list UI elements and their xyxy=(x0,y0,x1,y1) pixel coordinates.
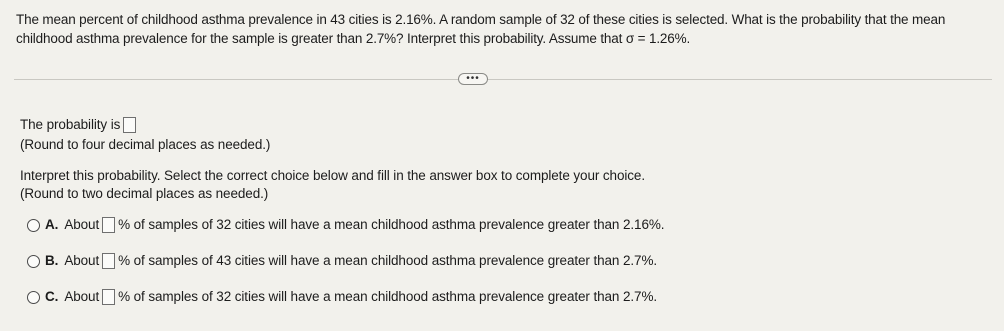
option-a[interactable] xyxy=(27,216,664,234)
option-b-text: % of samples of 43 cities will have a mean childhood asthma prevalence greater than 2.7%. xyxy=(118,253,657,268)
divider xyxy=(14,79,992,80)
option-a-radio[interactable] xyxy=(27,219,40,232)
option-b[interactable] xyxy=(27,252,657,270)
option-c-pre: About xyxy=(64,289,100,304)
interpret-rounding-note: (Round to two decimal places as needed.) xyxy=(20,186,269,201)
expand-button[interactable]: ••• xyxy=(458,73,488,85)
option-a-pre: About xyxy=(64,217,100,232)
option-c-text: % of samples of 32 cities will have a mean childhood asthma prevalence greater than 2.7%. xyxy=(118,289,657,304)
question-text: The mean percent of childhood asthma prevalence in 43 cities is 2.16%. A random sample of 32 of these cities is selected. What is the probability that the mean childhood asthma prevalence for the sample is greater than 2.7%? Interpret this probability. Assume that σ = 1.26%. xyxy=(16,12,946,46)
option-b-letter: B. xyxy=(45,253,59,268)
option-a-text: % of samples of 32 cities will have a mean childhood asthma prevalence greater than 2.16%. xyxy=(118,217,665,232)
option-c[interactable] xyxy=(27,288,657,306)
option-c-letter: C. xyxy=(45,289,59,304)
probability-row xyxy=(20,116,139,134)
interpret-prompt: Interpret this probability. Select the correct choice below and fill in the answer box to complete your choice. xyxy=(20,168,645,183)
probability-rounding-note: (Round to four decimal places as needed.) xyxy=(20,137,271,152)
option-b-radio[interactable] xyxy=(27,255,40,268)
option-c-radio[interactable] xyxy=(27,291,40,304)
option-b-answer-box[interactable] xyxy=(102,253,115,269)
option-a-letter: A. xyxy=(45,217,59,232)
probability-answer-box[interactable] xyxy=(123,117,136,133)
option-a-answer-box[interactable] xyxy=(102,217,115,233)
option-c-answer-box[interactable] xyxy=(102,289,115,305)
option-b-pre: About xyxy=(64,253,100,268)
probability-label: The probability is xyxy=(20,117,121,132)
